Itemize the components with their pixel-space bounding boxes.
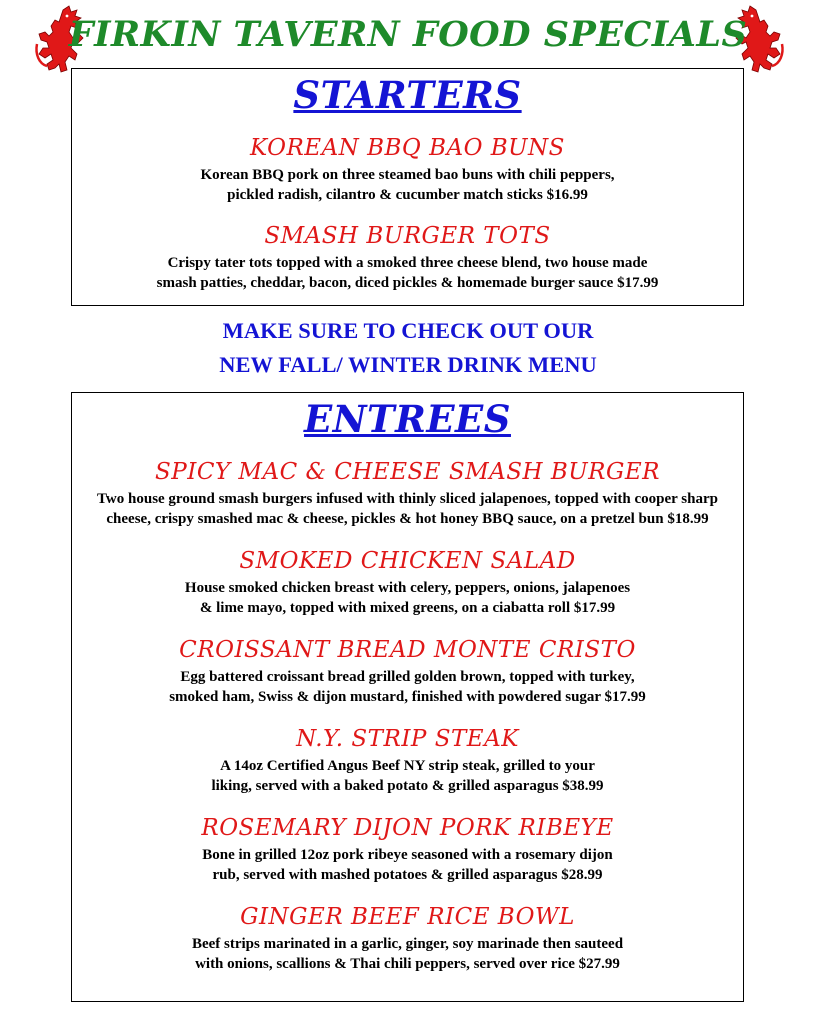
item-description: Crispy tater tots topped with a smoked three cheese blend, two house made smash patties, cheddar, bacon, diced pickles & homemade burger sauce $17.99 bbox=[156, 255, 659, 291]
item-description: Korean BBQ pork on three steamed bao buns with chili peppers, pickled radish, cilantro & cucumber match sticks $16.99 bbox=[200, 167, 615, 203]
menu-item bbox=[72, 135, 743, 205]
menu-item bbox=[72, 815, 743, 885]
item-name: ROSEMARY DIJON PORK RIBEYE bbox=[201, 815, 614, 841]
item-description: Beef strips marinated in a garlic, ginger, soy marinade then sauteed with onions, scallions & Thai chili peppers, served over rice $27.99 bbox=[191, 936, 624, 972]
item-description: Bone in grilled 12oz pork ribeye seasoned with a rosemary dijon rub, served with mashed potatoes & grilled asparagus $28.99 bbox=[202, 847, 613, 883]
item-name: CROISSANT BREAD MONTE CRISTO bbox=[179, 637, 636, 663]
item-name: SMASH BURGER TOTS bbox=[264, 223, 551, 249]
menu-item bbox=[72, 548, 743, 618]
menu-item bbox=[72, 637, 743, 707]
drink-menu-notice: MAKE SURE TO CHECK OUT OUR NEW FALL/ WINTER DRINK MENU bbox=[219, 318, 597, 377]
item-name: SMOKED CHICKEN SALAD bbox=[239, 548, 576, 574]
starters-section bbox=[71, 68, 744, 306]
menu-item bbox=[72, 223, 743, 293]
item-description: A 14oz Certified Angus Beef NY strip steak, grilled to your liking, served with a baked potato & grilled asparagus $38.99 bbox=[211, 758, 604, 794]
item-name: GINGER BEEF RICE BOWL bbox=[240, 904, 575, 930]
item-name: SPICY MAC & CHEESE SMASH BURGER bbox=[155, 459, 660, 485]
item-description: Egg battered croissant bread grilled golden brown, topped with turkey, smoked ham, Swiss & dijon mustard, finished with powdered sugar $17.99 bbox=[169, 669, 646, 705]
item-name: N.Y. STRIP STEAK bbox=[296, 726, 519, 752]
item-description: Two house ground smash burgers infused with thinly sliced jalapenoes, topped with cooper sharp cheese, crispy smashed mac & cheese, pickles & hot honey BBQ sauce, on a pretzel bun $18.99 bbox=[97, 491, 718, 527]
starters-heading: STARTERS bbox=[293, 73, 522, 117]
entrees-heading: ENTREES bbox=[304, 397, 511, 441]
menu-item bbox=[72, 459, 743, 529]
entrees-section bbox=[71, 392, 744, 1002]
menu-item bbox=[72, 726, 743, 796]
page-title: FIRKIN TAVERN FOOD SPECIALS bbox=[68, 14, 748, 55]
menu-item bbox=[72, 904, 743, 974]
item-description: House smoked chicken breast with celery, peppers, onions, jalapenoes & lime mayo, topped with mixed greens, on a ciabatta roll $17.99 bbox=[184, 580, 631, 616]
item-name: KOREAN BBQ BAO BUNS bbox=[250, 135, 565, 161]
